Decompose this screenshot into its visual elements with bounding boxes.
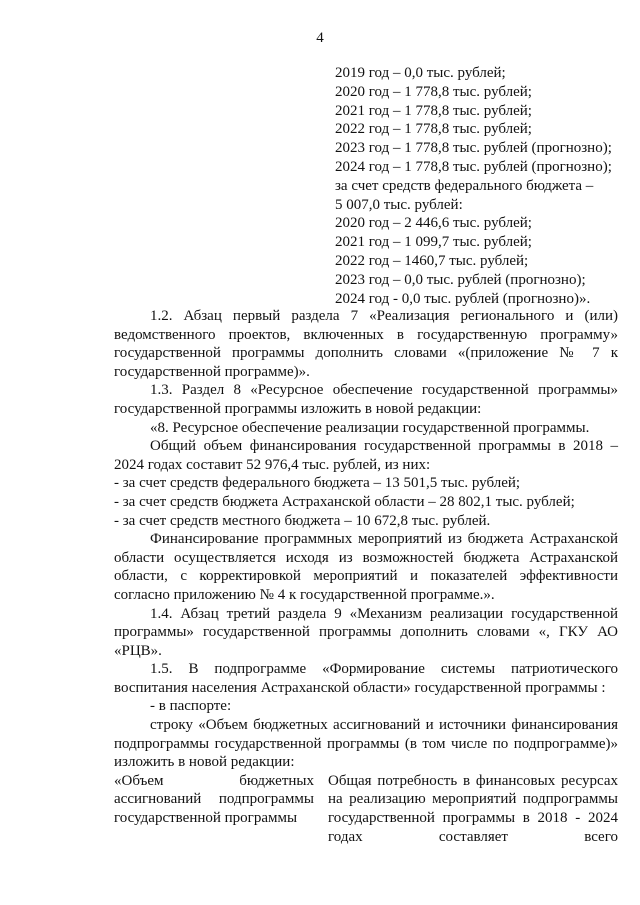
budget-line: 2022 год – 1460,7 тыс. рублей; — [335, 252, 529, 269]
budget-list — [335, 64, 635, 308]
budget-line: 2023 год – 1 778,8 тыс. рублей (прогнозно); — [335, 140, 612, 157]
section-8-heading: «8. Ресурсное обеспечение реализации государственной программы. — [150, 419, 590, 436]
federal-budget-item: - за счет средств федерального бюджета – 13 501,5 тыс. рублей; — [114, 475, 521, 492]
budget-line: за счет средств федерального бюджета – — [335, 177, 594, 194]
paragraph-1-5: 1.5. В подпрограмме «Формирование системы патриотического воспитания населения Астраханской области» государственной программы : — [114, 661, 618, 696]
budget-line: 2021 год – 1 778,8 тыс. рублей; — [335, 102, 532, 119]
budget-line: 2019 год – 0,0 тыс. рублей; — [335, 65, 506, 81]
financing-paragraph: Финансирование программных мероприятий из бюджета Астраханской области осуществляется исходя из возможностей бюджета Астраханской области, с корректировкой мероприятий и показателей эффективности согласно приложению № 4 к государственной программе.». — [114, 531, 618, 603]
budget-line: 2020 год – 1 778,8 тыс. рублей; — [335, 83, 532, 100]
local-budget-item: - за счет средств местного бюджета – 10 672,8 тыс. рублей. — [114, 512, 491, 529]
total-funding-paragraph: Общий объем финансирования государственной программы в 2018 – 2024 годах составит 52 976,4 тыс. рублей, из них: — [114, 438, 618, 473]
budget-line: 2023 год – 0,0 тыс. рублей (прогнозно); — [335, 271, 586, 288]
regional-budget-item: - за счет средств бюджета Астраханской области – 28 802,1 тыс. рублей; — [114, 493, 575, 510]
table-cell-value: Общая потребность в финансовых ресурсах на реализацию мероприятий подпрограммы государственной программы в 2018 - 2024 годах составляет всего — [328, 772, 618, 845]
budget-line: 2022 год – 1 778,8 тыс. рублей; — [335, 121, 532, 138]
passport-item: - в паспорте: — [150, 698, 232, 715]
budget-line: 5 007,0 тыс. рублей: — [335, 196, 463, 213]
budget-line: 2024 год – 1 778,8 тыс. рублей (прогнозно); — [335, 158, 612, 175]
paragraph-1-2: 1.2. Абзац первый раздела 7 «Реализация регионального и (или) ведомственного проектов, включенных в государственную программу» государственной программы дополнить словами «(приложение № 7 к государственной программе)». — [114, 308, 618, 380]
budget-line: 2021 год – 1 099,7 тыс. рублей; — [335, 234, 532, 251]
paragraph-1-4: 1.4. Абзац третий раздела 9 «Механизм реализации государственной программы» государственной программы дополнить словами «, ГКУ АО «РЦВ». — [114, 605, 618, 659]
paragraph-1-3: 1.3. Раздел 8 «Ресурсное обеспечение государственной программы» государственной программы изложить в новой редакции: — [114, 382, 618, 417]
row-replacement-paragraph: строку «Объем бюджетных ассигнований и источники финансирования подпрограммы государственной программы (в том числе по подпрограмме)» изложить в новой редакции: — [114, 717, 618, 771]
page-number: 4 — [316, 30, 324, 46]
passport-table-row — [114, 772, 618, 846]
budget-line: 2020 год – 2 446,6 тыс. рублей; — [335, 215, 532, 232]
table-cell-label: «Объем бюджетных ассигнований подпрограммы государственной программы — [114, 772, 314, 827]
budget-line: 2024 год - 0,0 тыс. рублей (прогнозно)». — [335, 290, 591, 307]
document-body — [114, 307, 618, 846]
